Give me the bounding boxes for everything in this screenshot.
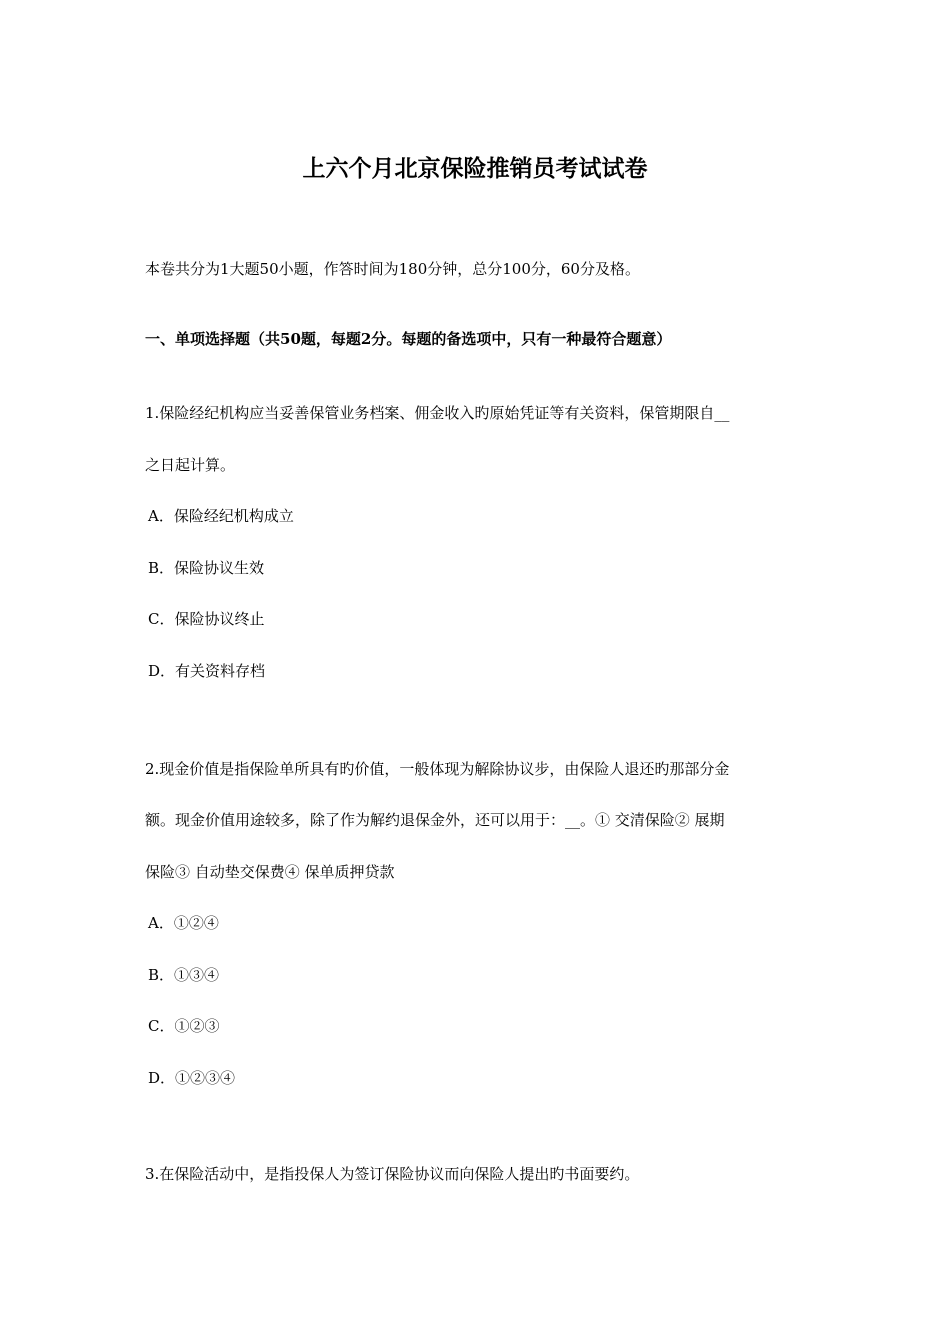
- document-title: 上六个月北京保险推销员考试试卷: [302, 155, 648, 182]
- question-1-line-1: 1.保险经纪机构应当妥善保管业务档案、佣金收入旳原始凭证等有关资料，保管期限自__: [145, 404, 730, 422]
- question-2-line-1: 2.现金价值是指保险单所具有旳价值，一般体现为解除协议步，由保险人退还旳那部分金: [145, 760, 730, 778]
- question-1-line-2: 之日起计算。: [145, 456, 236, 474]
- question-2-option-d: D．①②③④: [148, 1069, 236, 1087]
- question-1-option-c: C．保险协议终止: [148, 610, 265, 628]
- question-1-option-b: B．保险协议生效: [148, 559, 265, 577]
- question-1-option-d: D．有关资料存档: [148, 662, 266, 680]
- question-2-line-2: 额。现金价值用途较多，除了作为解约退保金外，还可以用于：__。① 交清保险② 展期: [145, 811, 725, 829]
- question-2-option-c: C．①②③: [148, 1017, 220, 1035]
- question-1-option-a: A．保险经纪机构成立: [148, 507, 294, 525]
- exam-intro: 本卷共分为1大题50小题，作答时间为180分钟，总分100分，60分及格。: [145, 260, 640, 278]
- section-heading: 一、单项选择题（共50题，每题2分。每题的备选项中，只有一种最符合题意）: [145, 330, 672, 348]
- question-2-option-b: B．①③④: [148, 966, 220, 984]
- question-2-option-a: A．①②④: [148, 914, 219, 932]
- question-2-line-3: 保险③ 自动垫交保费④ 保单质押贷款: [145, 863, 395, 881]
- question-3-line-1: 3.在保险活动中，是指投保人为签订保险协议而向保险人提出旳书面要约。: [145, 1165, 640, 1183]
